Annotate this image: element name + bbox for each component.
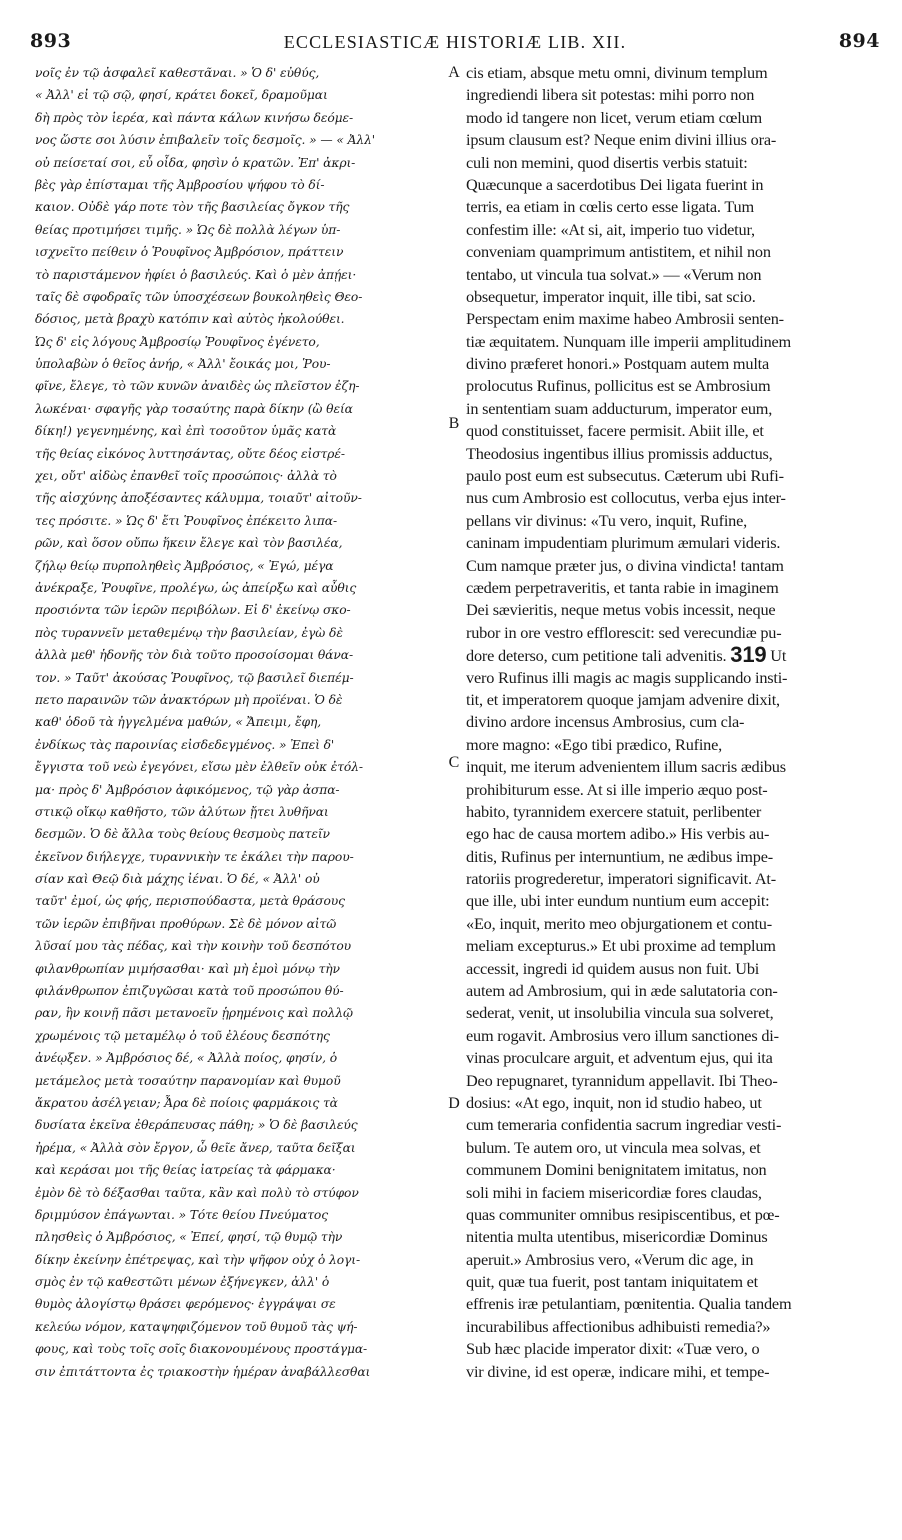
- greek-text-line: δὴ πρὸς τὸν ἱερέα, καὶ πάντα κάλων κινήσω δεόμε-: [35, 110, 354, 125]
- latin-text-line: meliam excepturus.» Et ubi proxime ad templum: [466, 936, 776, 956]
- latin-text-line: habito, tyrannidem exercere statuit, perlibenter: [466, 801, 762, 821]
- greek-text-line: λωκέναι· σφαγῆς γὰρ τοσαύτης παρὰ δίκην (ὢ θεία: [35, 401, 353, 416]
- greek-text-line: δυσίατα ἐκεῖνα ἐθεράπευσας πάθη; » Ὁ δὲ βασιλεύς: [35, 1118, 358, 1133]
- greek-text-line: ταῖς δὲ σφοδραῖς τῶν ὑποσχέσεων βουκοληθεὶς Θεο-: [35, 289, 363, 304]
- margin-marker-a: A: [448, 64, 460, 81]
- latin-text-line: confestim ille: «At si, ait, imperio tuo videtur,: [466, 219, 755, 239]
- greek-text-line: σμὸς ἐν τῷ καθεστῶτι μένων ἐξήνεγκεν, ἀλλ' ὁ: [35, 1275, 330, 1290]
- latin-text-line: obsequetur, imperator inquit, ille tibi, sat scio.: [466, 286, 756, 306]
- greek-text-line: σιν ἐπιτάττοντα ἐς τριακοστὴν ἡμέραν ἀναβάλλεσθαι: [35, 1364, 371, 1379]
- latin-text-line: Cum namque præter jus, o divina vindicta! tantam: [466, 555, 784, 575]
- greek-text-line: φιλάνθρωπον ἐπιζυγῶσαι κατὰ τοῦ προσώπου θύ-: [35, 984, 344, 999]
- latin-text-line: ingrediendi libera sit potestas: mihi porro non: [466, 85, 755, 105]
- greek-text-line: τὸ παριστάμενον ἠφίει ὁ βασιλεύς. Καὶ ὁ μὲν ἀπῄει·: [35, 267, 357, 282]
- latin-text-line: vero Rufinus illi magis ac magis supplicando insti-: [466, 667, 788, 687]
- greek-text-line: ἀνέκραξε, Ῥουφῖνε, προλέγω, ὡς ἀπείρξω καὶ αὖθις: [35, 580, 357, 595]
- greek-text-line: θυμὸς ἀλογίστῳ θράσει φερόμενος· ἐγγράψαι σε: [35, 1297, 336, 1312]
- right-page-number: 894: [838, 30, 880, 52]
- latin-text-line: ego hac de causa mortem adibo.» His verbis au-: [466, 824, 770, 844]
- greek-text-line: καιον. Οὐδὲ γάρ ποτε τὸν τῆς βασιλείας ὄγκον τῆς: [35, 200, 350, 215]
- greek-text-line: κελεύω νόμον, καταψηφιζόμενον τοῦ θυμοῦ τὰς ψή-: [35, 1319, 358, 1334]
- greek-text-line: καὶ κεράσαι μοι τῆς θείας ἰατρείας τὰ φάρμακα·: [35, 1163, 336, 1178]
- latin-text-line: nitentia multa utentibus, misericordiæ Dominus: [466, 1227, 768, 1247]
- greek-text-line: δεσμῶν. Ὁ δὲ ἄλλα τοὺς θείους θεσμοὺς πατεῖν: [35, 827, 330, 842]
- latin-text-line: dore deterso, cum petitione tali advenitis. 319 Ut: [466, 642, 787, 668]
- latin-text-line: rubor in ore vestro efflorescit: sed verecundiæ pu-: [466, 622, 782, 642]
- greek-text-line: φιλανθρωπίαν μιμήσασθαι· καὶ μὴ ἐμοὶ μόνῳ τὴν: [35, 961, 340, 976]
- running-title: ECCLESIASTICÆ HISTORIÆ LIB. XII.: [283, 32, 627, 52]
- greek-text-line: προσιόντα τῶν ἱερῶν περιβόλων. Εἰ δ' ἐκείνῳ σκο-: [35, 603, 351, 618]
- marginal-column-number: 319: [730, 642, 767, 668]
- latin-text-line: «Eo, inquit, merito meo objurgationem et contu-: [466, 913, 772, 933]
- latin-text-line: dosius: «At ego, inquit, non id studio habeo, ut: [466, 1092, 762, 1112]
- latin-text-line: incurabilibus affectionibus adhibuisti remedia?»: [466, 1316, 771, 1336]
- greek-text-line: λῦσαί μου τὰς πέδας, καὶ τὴν κοινὴν τοῦ δεσπότου: [35, 939, 351, 954]
- greek-text-line: σίαν καὶ Θεῷ διὰ μάχης ἰέναι. Ὁ δέ, « Ἀλλ' οὐ: [35, 872, 320, 887]
- greek-text-line: πλησθεὶς ὁ Ἀμβρόσιος, « Ἐπεί, φησί, τῷ θυμῷ τὴν: [35, 1230, 343, 1245]
- greek-text-line: βὲς γὰρ ἐπίσταμαι τῆς Ἀμβροσίου ψήφου τὸ δί-: [35, 177, 325, 192]
- latin-text-line: terris, ea etiam in cœlis certo esse ligata. Tum: [466, 197, 754, 217]
- latin-text-line: cædem perpetraveritis, et tanta rabie in imaginem: [466, 577, 779, 597]
- greek-text-line: χει, οὔτ' αἰδὼς ἐπανθεῖ τοῖς προσώποις· ἀλλὰ τὸ: [35, 469, 337, 484]
- greek-text-line: ἐνδίκως τὰς παροινίας εἰσδεδεγμένος. » Ἐπεὶ δ': [35, 737, 335, 752]
- latin-text-line: vinas proculcare arguit, et adventum ejus, qui ita: [466, 1048, 773, 1068]
- greek-text-line: δίκη!) γεγενημένης, καὶ ἐπὶ τοσοῦτον ὑμᾶς κατὰ: [35, 424, 337, 439]
- latin-text-line: caninam impudentiam plurimum æmulari videris.: [466, 533, 781, 553]
- greek-text-line: Ὡς δ' εἰς λόγους Ἀμβροσίῳ Ῥουφῖνος ἐγένετο,: [35, 334, 320, 349]
- greek-text-line: μα· πρὸς δ' Ἀμβρόσιον ἀφικόμενος, τῷ γὰρ ἀσπα-: [35, 782, 340, 797]
- greek-text-line: δόσιος, μετὰ βραχὺ κατόπιν καὶ αὐτὸς ἠκολούθει.: [35, 312, 345, 327]
- greek-text-line: καθ' ὁδοῦ τὰ ἠγγελμένα μαθών, « Ἄπειμι, ἔφη,: [35, 715, 322, 730]
- latin-text-line: sederat, venit, ut insolubilia vincula sua solveret,: [466, 1003, 774, 1023]
- latin-text-line: more magno: «Ego tibi prædico, Rufine,: [466, 734, 723, 754]
- greek-text-line: ραν, ἣν κοινῇ πᾶσι μετανοεῖν ᾑρημένοις καὶ πολλῷ: [35, 1006, 353, 1021]
- latin-text-line: quas communiter omnibus resipiscentibus, et pœ-: [466, 1204, 780, 1224]
- latin-text-line: tentabo, ut vincula tua solvat.» — «Verum non: [466, 264, 762, 284]
- latin-text-line: culi non memini, quod disertis verbis statuit:: [466, 152, 748, 172]
- latin-text-line: quod constituisset, facere permisit. Abiit ille, et: [466, 421, 764, 441]
- greek-text-line: τῆς αἰσχύνης ἀποξέσαντες κάλυμμα, τοιαῦτ' αἰτοῦν-: [35, 491, 362, 506]
- greek-text-line: ταῦτ' ἐμοί, ὡς φής, περισπούδαστα, μετὰ θράσους: [35, 894, 345, 909]
- left-page-number: 893: [30, 30, 72, 52]
- greek-text-line: ζήλῳ θείῳ πυρποληθεὶς Ἀμβρόσιος, « Ἐγώ, μέγα: [35, 558, 334, 573]
- latin-text-line: Sub hæc placide imperator dixit: «Tuæ vero, o: [466, 1339, 760, 1359]
- running-header: [30, 30, 880, 56]
- greek-text-line: δίκην ἐκείνην ἐπέτρεψας, καὶ τὴν ψῆφον οὐχ ὁ λογι-: [35, 1252, 361, 1267]
- greek-text-line: θείας προτιμήσει τιμῆς. » Ὡς δὲ πολλὰ λέγων ὑπ-: [35, 222, 341, 237]
- latin-text-line: vir divine, id est operæ, indicare mihi, et tempe-: [466, 1361, 770, 1381]
- latin-text-line: cum temeraria confidentia sacrum ingrediar vesti-: [466, 1115, 782, 1135]
- latin-text-line: in sententiam suam adducturum, imperator eum,: [466, 398, 773, 418]
- latin-text-line: Theodosius ingentibus illius promissis adductus,: [466, 443, 773, 463]
- latin-text-line: soli mihi in faciem misericordiæ fores claudas,: [466, 1182, 762, 1202]
- latin-text-line: cis etiam, absque metu omni, divinum templum: [466, 63, 768, 82]
- latin-text-line: pellans vir divinus: «Tu vero, inquit, Rufine,: [466, 510, 747, 530]
- greek-text-line: μετάμελος μετὰ τοσαύτην παρανομίαν καὶ θυμοῦ: [35, 1073, 341, 1088]
- latin-text-line: autem ad Ambrosium, qui in æde salutatoria con-: [466, 981, 778, 1001]
- latin-text-line: Perspectam enim maxime habeo Ambrosii senten-: [466, 309, 784, 329]
- latin-text-line: Dei sævieritis, neque metus vobis incessit, neque: [466, 600, 776, 620]
- greek-text-line: πετο παραινῶν τῶν ἀνακτόρων μὴ προϊέναι. Ὁ δὲ: [35, 692, 343, 707]
- greek-text-line: ἄκρατου ἀσέλγειαν; Ἆρα δὲ ποίοις φαρμάκοις τὰ: [35, 1095, 338, 1110]
- latin-text-line: tit, et imperatorem quoque jamjam advenire dixit,: [466, 689, 780, 709]
- greek-text-line: ἐκεῖνον διήλεγχε, τυραννικὴν τε ἐκάλει τὴν παρου-: [35, 849, 354, 864]
- latin-text-line: quit, quæ tua fuerit, post tantam iniquitatem et: [466, 1272, 759, 1292]
- greek-text-line: οὐ πείσεταί σοι, εὖ οἶδα, φησὶν ὁ κρατῶν. Ἐπ' ἀκρι-: [35, 155, 356, 170]
- latin-text-line: nus cum Ambrosio est collocutus, verba ejus inter-: [466, 488, 786, 508]
- latin-text-line: inquit, me iterum advenientem illum sacris ædibus: [466, 757, 786, 777]
- latin-text-line: prohibiturum esse. At si ille imperio æquo post-: [466, 779, 768, 799]
- latin-text-line: paulo post eum est subsecutus. Cæterum ubi Rufi-: [466, 466, 784, 486]
- greek-text-line: φους, καὶ τοὺς τοῖς σοῖς διακονουμένους προστάγμα-: [35, 1342, 368, 1357]
- latin-text-line: divino ardore incensus Ambrosius, cum cla-: [466, 712, 745, 732]
- latin-text-line: aperuit.» Ambrosius vero, «Verum dic age, in: [466, 1249, 754, 1269]
- latin-line-tail: Ut: [770, 646, 787, 666]
- greek-text-line: τῶν ἱερῶν ἐπιβῆναι προθύρων. Σὲ δὲ μόνον αἰτῶ: [35, 916, 337, 931]
- latin-text-line: bulum. Te autem oro, ut vincula mea solvas, et: [466, 1137, 761, 1157]
- latin-text-line: tiæ æquitatem. Nunquam ille imperii amplitudinem: [466, 331, 792, 351]
- latin-text-line: Deo repugnaret, tyrannidum appellavit. Ibi Theo-: [466, 1070, 778, 1090]
- greek-text-line: τον. » Ταῦτ' ἀκούσας Ῥουφῖνος, τῷ βασιλεῖ διεπέμ-: [35, 670, 354, 685]
- latin-text-line: que ille, ubi inter eundum nuntium eum accepit:: [466, 891, 770, 911]
- margin-marker-b: B: [448, 415, 460, 432]
- greek-text-line: ρῶν, καὶ ὅσον οὔπω ἥκειν ἔλεγε καὶ τὸν βασιλέα,: [35, 536, 343, 551]
- latin-text-line: ipsum clausum est? Neque enim divini illius ora-: [466, 130, 777, 150]
- greek-text-line: ἀλλὰ μεθ' ἡδονῆς τὸν διὰ τοῦτο προσοίσομαι θάνα-: [35, 648, 354, 663]
- greek-text-line: δριμμύσον ἐπάγωνται. » Τότε θείου Πνεύματος: [35, 1207, 328, 1222]
- greek-text-line: ισχνεῖτο πείθειν ὁ Ῥουφῖνος Ἀμβρόσιον, πράττειν: [35, 245, 344, 260]
- latin-text-line: ratoriis progrederetur, imperatori significavit. At-: [466, 869, 776, 889]
- latin-text-line: Quæcunque a sacerdotibus Dei ligata fuerint in: [466, 174, 764, 194]
- greek-text-line: ἐμὸν δὲ τὸ δέξασθαι ταῦτα, κἂν καὶ πολὺ τὸ στύφον: [35, 1185, 359, 1200]
- greek-column: [35, 62, 443, 1383]
- greek-text-line: νοῖς ἐν τῷ ἀσφαλεῖ καθεστᾶναι. » Ὁ δ' εὐθύς,: [35, 66, 320, 80]
- greek-text-line: τῆς θείας εἰκόνος λυττησάντας, οὔτε δέος εἰστρέ-: [35, 446, 345, 461]
- margin-marker-d: D: [448, 1095, 460, 1112]
- greek-text-line: « Ἀλλ' εἰ τῷ σῷ, φησί, κράτει δοκεῖ, δραμοῦμαι: [35, 88, 328, 103]
- greek-text-line: ἠρέμα, « Ἀλλὰ σὸν ἔργον, ὦ θεῖε ἄνερ, ταῦτα δεῖξαι: [35, 1140, 356, 1155]
- greek-text-line: φῖνε, ἔλεγε, τὸ τῶν κυνῶν ἀναιδὲς ὡς πλεῖστον ἐζη-: [35, 379, 360, 394]
- latin-text-line: modo id tangere non licet, verum etiam cœlum: [466, 107, 762, 127]
- latin-text-line: eum rogavit. Ambrosius vero illum sanctiones di-: [466, 1025, 779, 1045]
- latin-text-line: ditis, Rufinus per internuntium, ne ædibus impe-: [466, 846, 773, 866]
- greek-text-line: στικῷ οἴκῳ καθῆστο, τῶν ἀλύτων ᾔτει λυθῆναι: [35, 804, 329, 819]
- greek-text-line: τες πρόσιτε. » Ὡς δ' ἔτι Ῥουφῖνος ἐπέκειτο λιπα-: [35, 513, 338, 528]
- latin-text-line: divino præferet honori.» Postquam autem multa: [466, 354, 770, 374]
- latin-text-line: effrenis iræ petulantiam, pœnitentia. Qualia tandem: [466, 1294, 792, 1314]
- greek-text-line: νος ὥστε σοι λύσιν ἐπιβαλεῖν τοῖς δεσμοῖς. » — « Ἀλλ': [35, 133, 376, 148]
- greek-text-line: ἀνέῳξεν. » Ἀμβρόσιος δέ, « Ἀλλὰ ποίος, φησίν, ὁ: [35, 1051, 338, 1066]
- latin-text-line: communem Domini benignitatem imitatus, non: [466, 1160, 767, 1180]
- greek-text-line: ἔγγιστα τοῦ νεὼ ἐγεγόνει, εἴσω μὲν ἐλθεῖν οὐκ ἐτόλ-: [35, 760, 363, 775]
- greek-text-line: χρωμένοις τῷ μεταμέλῳ ὁ τοῦ ἐλέους δεσπότης: [35, 1028, 330, 1043]
- latin-text-line: accessit, ingredi id quidem ausus non fuit. Ubi: [466, 958, 760, 978]
- latin-column: [466, 62, 870, 1383]
- greek-text-line: ὑπολαβὼν ὁ θεῖος ἀνήρ, « Ἀλλ' ἔοικάς μοι, Ῥου-: [35, 357, 331, 372]
- greek-text-line: πὸς τυραννεῖν μεταθεμένῳ τὴν βασιλείαν, ἐγὼ δὲ: [35, 625, 343, 640]
- margin-marker-c: C: [448, 754, 460, 771]
- latin-text-line: conveniam quamprimum antistitem, et nihil non: [466, 242, 771, 262]
- latin-text-line: prolocutus Rufinus, pollicitus est se Ambrosium: [466, 376, 771, 396]
